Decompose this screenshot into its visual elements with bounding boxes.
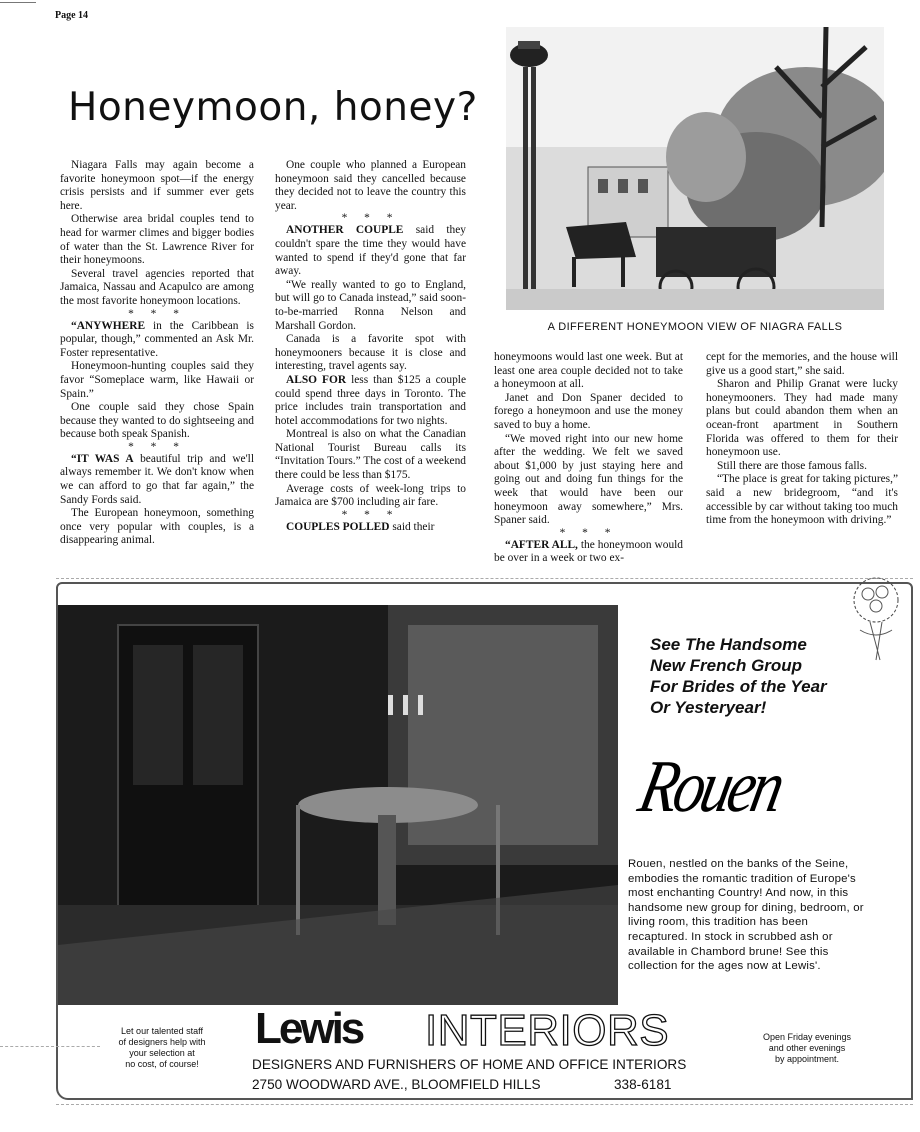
interiors-logo: INTERIORS	[425, 1006, 670, 1055]
photo-caption: A DIFFERENT HONEYMOON VIEW OF NIAGRA FALLS	[547, 321, 843, 333]
paragraph: cept for the memories, and the house will give us a good start,” she said.	[706, 351, 898, 377]
bridal-bouquet-illustration	[840, 570, 912, 670]
store-phone: 338-6181	[614, 1077, 672, 1092]
article-column-4	[706, 351, 898, 528]
dotted-rule	[56, 578, 913, 579]
dotted-rule	[56, 1104, 913, 1105]
section-break: * * *	[341, 508, 400, 521]
lewis-logo: Lewis	[255, 1004, 363, 1053]
paragraph	[60, 320, 254, 361]
note-line: by appointment.	[774, 1054, 840, 1064]
lead-in: ALSO FOR	[286, 373, 347, 386]
paragraph: Honeymoon-hunting couples said they favor “Someplace warm, like Hawaii or Spain.”	[60, 360, 254, 400]
store-hours-note	[746, 1032, 868, 1065]
paragraph-text: said their	[389, 520, 435, 533]
tagline-line: Or Yesteryear!	[650, 698, 767, 717]
paragraph: One couple who planned a European honeymoon said they cancelled because they decided not to leave the country this year.	[275, 159, 466, 212]
note-line: no cost, of course!	[125, 1059, 199, 1069]
paragraph: Niagara Falls may again become a favorite honeymoon spot—if the energy crisis persists and if summer ever gets here.	[60, 159, 254, 212]
paragraph: Sharon and Philip Granat were lucky honeymooners. They had made many plans but could abandon them when an ocean-front apartment in Southern Florida was offered to them for their honeymoon use.	[706, 378, 898, 459]
paragraph: One couple said they chose Spain because they wanted to do sightseeing and because both speak Spanish.	[60, 401, 254, 441]
note-line: of designers help with	[118, 1037, 206, 1047]
paragraph: Average costs of week-long trips to Jamaica are $700 including air fare.	[275, 482, 466, 509]
section-break: * * *	[559, 526, 618, 539]
paragraph-text: in the Caribbean is popular, though,” commented an Ask Mr. Foster representative.	[60, 319, 254, 359]
niagara-photo	[506, 27, 884, 310]
lead-in: “AFTER ALL,	[505, 538, 578, 551]
headline: Honeymoon, honey?	[68, 85, 478, 130]
tagline-line: New French Group	[650, 656, 803, 675]
store-description: DESIGNERS AND FURNISHERS OF HOME AND OFFICE INTERIORS	[252, 1057, 687, 1072]
note-line: your selection at	[129, 1048, 195, 1058]
paragraph: “We really wanted to go to England, but will go to Canada instead,” said soon-to-be-married Ronna Nelson and Marshall Gordon.	[275, 278, 466, 332]
paragraph: honeymoons would last one week. But at least one area couple decided not to take a honeymoon at all.	[494, 351, 683, 391]
section-break: * * *	[341, 212, 400, 225]
paragraph: “The place is great for taking pictures,” said a new bridegroom, “and it's accessible by car without taking too much time from the honeymoon with driving.”	[706, 473, 898, 527]
page-number: Page 14	[55, 10, 89, 21]
design-service-note	[103, 1026, 221, 1070]
lead-in: COUPLES POLLED	[286, 520, 390, 533]
paragraph: Otherwise area bridal couples tend to head for warmer climes and bigger bodies of water than the St. Lawrence River for their honeymoons.	[60, 213, 254, 267]
paragraph-text: less than $125 a couple could spend three days in Toronto. The price includes train transportation and hotel accommodations for two nights.	[275, 373, 466, 427]
tagline-line: For Brides of the Year	[650, 677, 827, 696]
ad-tagline	[650, 634, 827, 718]
store-address: 2750 WOODWARD AVE., BLOOMFIELD HILLS	[252, 1077, 541, 1092]
note-line: Open Friday evenings	[762, 1032, 852, 1042]
note-line: and other evenings	[768, 1043, 846, 1053]
paragraph-text: said they couldn't spare the time they would have wanted to spend if they'd gone that far away.	[275, 224, 467, 278]
paragraph: Montreal is also on what the Canadian National Tourist Bureau calls its “Invitation Tours.” The cost of a weekend there could be less than $175.	[275, 428, 466, 482]
paragraph: Canada is a favorite spot with honeymooners because it is close and interesting, travel agents say.	[275, 333, 466, 373]
article-column-1	[60, 159, 254, 548]
lead-in: ANOTHER COUPLE	[286, 224, 404, 237]
dotted-rule	[0, 1046, 100, 1047]
rouen-logo: Rouen	[632, 746, 789, 828]
paragraph	[275, 521, 466, 535]
section-break: * * *	[128, 307, 186, 320]
paragraph	[275, 224, 466, 278]
dining-room-photo	[58, 605, 618, 1005]
paragraph: “We moved right into our new home after the wedding. We felt we saved about $1,000 by just staying here and going out and doing fun things for the week that would have been our honeymoon away somewhere,” Mrs. Spaner said.	[494, 432, 683, 527]
paragraph	[494, 539, 683, 566]
lead-in: “IT WAS A	[71, 452, 134, 465]
paragraph	[275, 374, 466, 428]
paragraph-text: the honeymoon would be over in a week or two ex-	[494, 538, 684, 565]
paragraph: Janet and Don Spaner decided to forego a honeymoon and use the money saved to buy a home.	[494, 391, 683, 431]
note-line: Let our talented staff	[121, 1026, 203, 1036]
article-column-2	[275, 159, 466, 534]
tagline-line: See The Handsome	[650, 635, 807, 654]
niagara-photo-illustration	[506, 27, 884, 310]
top-rule	[0, 2, 36, 3]
section-break: * * *	[128, 440, 186, 453]
lead-in: “ANYWHERE	[71, 319, 146, 332]
ad-body-copy: Rouen, nestled on the banks of the Seine, embodies the romantic tradition of Europe's most enchanting Country! And now, in this handsome new group for dining, bedroom, or living room, this tradition has been recaptured. In stock in scrubbed ash or available in Chambord brune! See this collection for the ages now at Lewis'.	[628, 858, 864, 973]
paragraph: Still there are those famous falls.	[717, 459, 867, 472]
paragraph: The European honeymoon, something once very popular with couples, is a disappearing animal.	[60, 507, 254, 547]
paragraph-text: beautiful trip and we'll always remember it. We don't know when we can afford to go that far again,” the Sandy Fords said.	[60, 452, 254, 506]
article-column-3	[494, 351, 683, 566]
paragraph	[60, 453, 254, 507]
dining-room-illustration	[58, 605, 618, 1005]
paragraph: Several travel agencies reported that Jamaica, Nassau and Acapulco are among the most favorite honeymoon locations.	[60, 267, 254, 307]
